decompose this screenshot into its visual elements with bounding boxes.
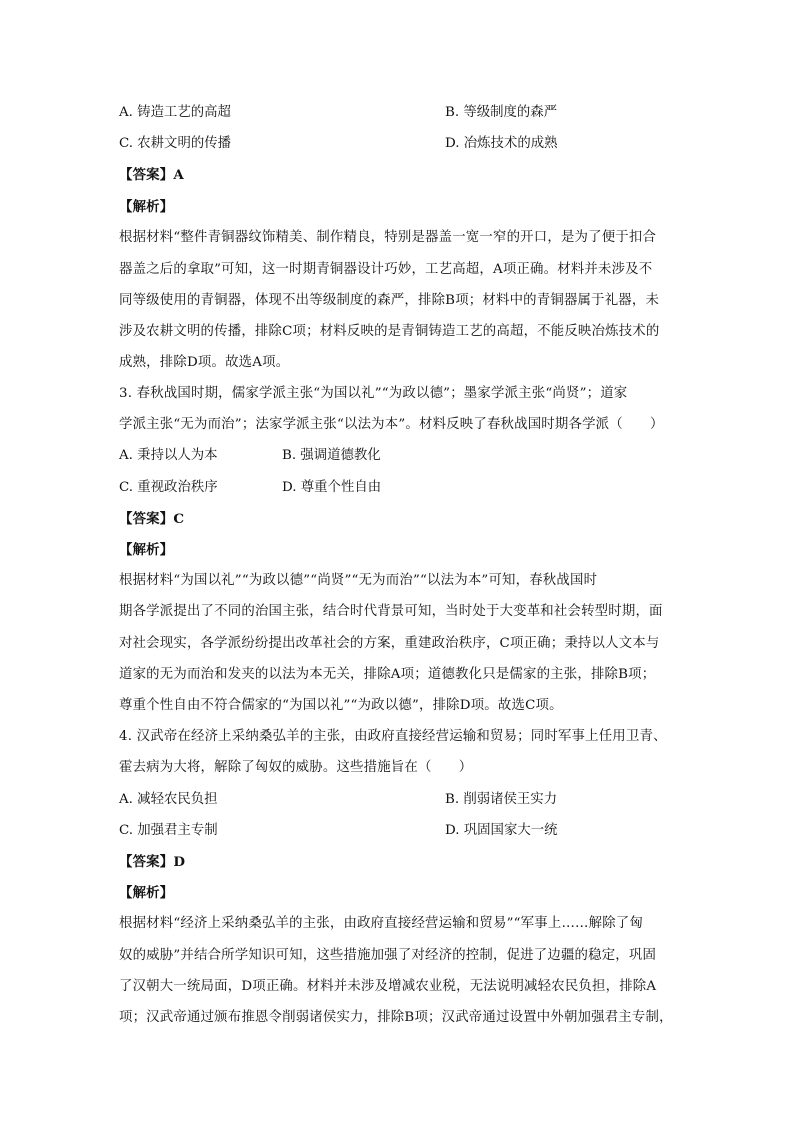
q2-analysis-line: 成熟，排除D项。故选A项。	[119, 355, 290, 370]
q3-analysis-line: 道家的无为而治和发夹的以法为本无关，排除A项；道德教化只是儒家的主张，排除B项；	[119, 667, 656, 682]
q3-answer: 【答案】C	[119, 511, 185, 527]
q4-option-b: B. 削弱诸侯王实力	[445, 792, 558, 807]
q4-option-a: A. 减轻农民负担	[119, 792, 218, 807]
q3-stem-line: 学派主张“无为而治”；法家学派主张“以法为本”。材料反映了春秋战国时期各学派（ ）	[119, 417, 664, 432]
q3-analysis-label: 【解析】	[119, 542, 174, 558]
q3-option-d: D. 尊重个性自由	[282, 480, 382, 495]
q4-option-c: C. 加强君主专制	[119, 823, 218, 838]
q3-stem-line: 3. 春秋战国时期，儒家学派主张“为国以礼”“为政以德”；墨家学派主张“尚贤”；道家	[119, 386, 628, 401]
q4-analysis-label: 【解析】	[119, 885, 174, 901]
q4-stem-line: 霍去病为大将，解除了匈奴的威胁。这些措施旨在（ ）	[119, 760, 473, 775]
q3-option-a: A. 秉持以人为本	[119, 448, 218, 463]
q2-answer: 【答案】A	[119, 167, 184, 183]
q4-analysis-line: 项；汉武帝通过颁布推恩令削弱诸侯实力，排除B项；汉武帝通过设置中外朝加强君主专制，	[119, 1010, 673, 1025]
q2-option-a: A. 铸造工艺的高超	[119, 105, 231, 120]
q4-option-d: D. 巩固国家大一统	[445, 823, 558, 838]
q4-analysis-line: 根据材料“经济上采纳桑弘羊的主张，由政府直接经营运输和贸易”“军事上……解除了匈	[119, 916, 643, 931]
q2-analysis-line: 同等级使用的青铜器，体现不出等级制度的森严，排除B项；材料中的青铜器属于礼器，未	[119, 293, 660, 308]
q4-analysis-line: 奴的威胁”并结合所学知识可知，这些措施加强了对经济的控制，促进了边疆的稳定，巩固	[119, 948, 657, 963]
q2-analysis-line: 涉及农耕文明的传播，排除C项；材料反映的是青铜铸造工艺的高超，不能反映冶炼技术的	[119, 324, 660, 339]
q3-option-c: C. 重视政治秩序	[119, 480, 218, 495]
q3-analysis-line: 根据材料“为国以礼”“为政以德”“尚贤”“无为而治”“以法为本”可知，春秋战国时	[119, 573, 598, 588]
q2-option-c: C. 农耕文明的传播	[119, 136, 232, 151]
q3-analysis-line: 对社会现实，各学派纷纷提出改革社会的方案，重建政治秩序，C项正确；秉持以人文本与	[119, 636, 660, 651]
q3-option-b: B. 强调道德教化	[282, 448, 381, 463]
q4-answer: 【答案】D	[119, 854, 186, 870]
q3-analysis-line: 尊重个性自由不符合儒家的“为国以礼”“为政以德”，排除D项。故选C项。	[119, 698, 563, 713]
q2-analysis-label: 【解析】	[119, 199, 174, 215]
q2-analysis-line: 根据材料“整件青铜器纹饰精美、制作精良，特别是器盖一宽一窄的开口，是为了便于扣合	[119, 230, 657, 245]
q4-analysis-line: 了汉朝大一统局面，D项正确。材料并未涉及增减农业税，无法说明减轻农民负担，排除A	[119, 979, 657, 994]
q4-stem-line: 4. 汉武帝在经济上采纳桑弘羊的主张，由政府直接经营运输和贸易；同时军事上任用卫青、	[119, 729, 667, 744]
q2-option-b: B. 等级制度的森严	[445, 105, 558, 120]
q2-analysis-line: 器盖之后的拿取”可知，这一时期青铜器设计巧妙，工艺高超，A项正确。材料并未涉及不	[119, 262, 653, 277]
q3-analysis-line: 期各学派提出了不同的治国主张，结合时代背景可知，当时处于大变革和社会转型时期，面	[119, 604, 663, 619]
q2-option-d: D. 冶炼技术的成熟	[445, 136, 558, 151]
